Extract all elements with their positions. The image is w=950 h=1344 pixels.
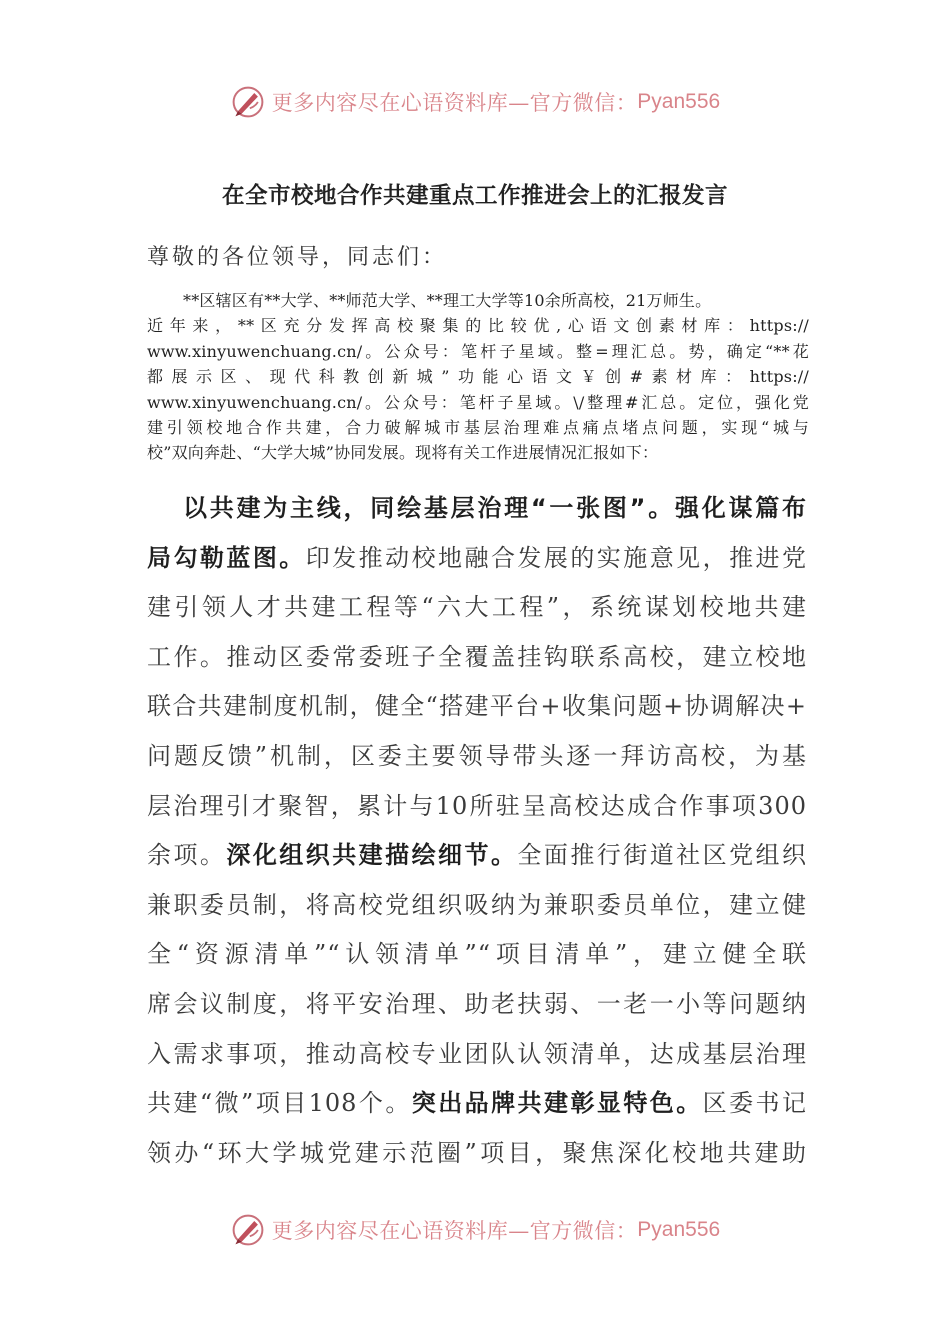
body-line (147, 1079, 807, 1129)
body-text: 全面推行街道社区党组织 (517, 841, 807, 870)
intro-line: 近年来，**区充分发挥高校聚集的比较优,心语文创素材库：https:// (147, 316, 809, 336)
banner-wechat-id: Pyan556 (637, 90, 721, 113)
body-text: 层治理引才聚智，累计与10所驻呈高校达成合作事项300 (147, 791, 807, 820)
header-banner (0, 82, 950, 122)
body-line (147, 1030, 807, 1080)
salutation: 尊敬的各位领导，同志们： (147, 245, 448, 270)
page-title: 在全市校地合作共建重点工作推进会上的汇报发言 (221, 183, 728, 209)
intro-paragraph (147, 288, 809, 466)
pen-logo-icon (230, 84, 266, 120)
body-line (147, 534, 807, 584)
bold-heading-text: 以共建为主线，同绘基层治理“一张图”。强化谋篇布 (183, 494, 807, 522)
body-text: 工作。推动区委常委班子全覆盖挂钩联系高校，建立校地 (147, 642, 807, 671)
intro-line: 都展示区、现代科教创新城”功能心语文￥创#素材库：https:// (147, 367, 809, 387)
body-line (147, 682, 807, 732)
bold-heading-text: 深化组织共建描绘细节。 (226, 841, 518, 870)
body-line (147, 1129, 807, 1179)
body-paragraph (147, 484, 807, 1178)
pen-logo-icon (230, 1212, 266, 1248)
body-line (147, 583, 807, 633)
body-line (147, 782, 807, 832)
footer-banner (0, 1210, 950, 1250)
bold-heading-text: 突出品牌共建彰显特色。 (411, 1089, 703, 1118)
body-line (147, 484, 807, 534)
intro-line: www.xinyuwenchuang.cn/。公众号：笔杆子星域。整=理汇总。势，确定“**花 (147, 341, 809, 361)
banner-text: 更多内容尽在心语资料库—官方微信： (271, 1219, 638, 1243)
body-text: 印发推动校地融合发展的实施意见，推进党 (305, 543, 807, 572)
intro-line: 校”双向奔赴、“大学大城”协同发展。现将有关工作进展情况汇报如下： (147, 443, 659, 463)
body-line (147, 732, 807, 782)
banner-text: 更多内容尽在心语资料库—官方微信： (271, 91, 638, 115)
body-text: 兼职委员制，将高校党组织吸纳为兼职委员单位，建立健 (147, 890, 807, 919)
body-line (147, 881, 807, 931)
body-text: 问题反馈”机制，区委主要领导带头逐一拜访高校，为基 (147, 741, 807, 770)
body-line (147, 831, 807, 881)
intro-line: 建引领校地合作共建，合力破解城市基层治理难点痛点堵点问题，实现“城与 (147, 417, 809, 437)
body-text: 联合共建制度机制，健全“搭建平台+收集问题+协调解决+ (147, 692, 807, 721)
body-line (147, 980, 807, 1030)
body-text: 入需求事项，推动高校专业团队认领清单，达成基层治理 (147, 1039, 807, 1068)
body-text: 席会议制度，将平安治理、助老扶弱、一老一小等问题纳 (147, 989, 807, 1018)
body-text: 共建“微”项目108个。 (147, 1089, 412, 1118)
intro-line: www.xinyuwenchuang.cn/。公众号：笔杆子星域。\/整理#汇总。定位，强化党 (147, 392, 809, 412)
body-line (147, 930, 807, 980)
body-text: 全“资源清单”“认领清单”“项目清单”，建立健全联 (147, 940, 807, 969)
bold-heading-text: 局勾勒蓝图。 (147, 543, 306, 572)
intro-line: **区辖区有**大学、**师范大学、**理工大学等10余所高校，21万师生。 (183, 291, 712, 310)
banner-wechat-id: Pyan556 (637, 1218, 721, 1241)
body-line (147, 633, 807, 683)
body-text: 建引领人才共建工程等“六大工程”，系统谋划校地共建 (147, 593, 807, 622)
body-text: 余项。 (147, 841, 227, 870)
body-text: 领办“环大学城党建示范圈”项目，聚焦深化校地共建助 (147, 1138, 807, 1167)
body-text: 区委书记 (702, 1089, 807, 1118)
